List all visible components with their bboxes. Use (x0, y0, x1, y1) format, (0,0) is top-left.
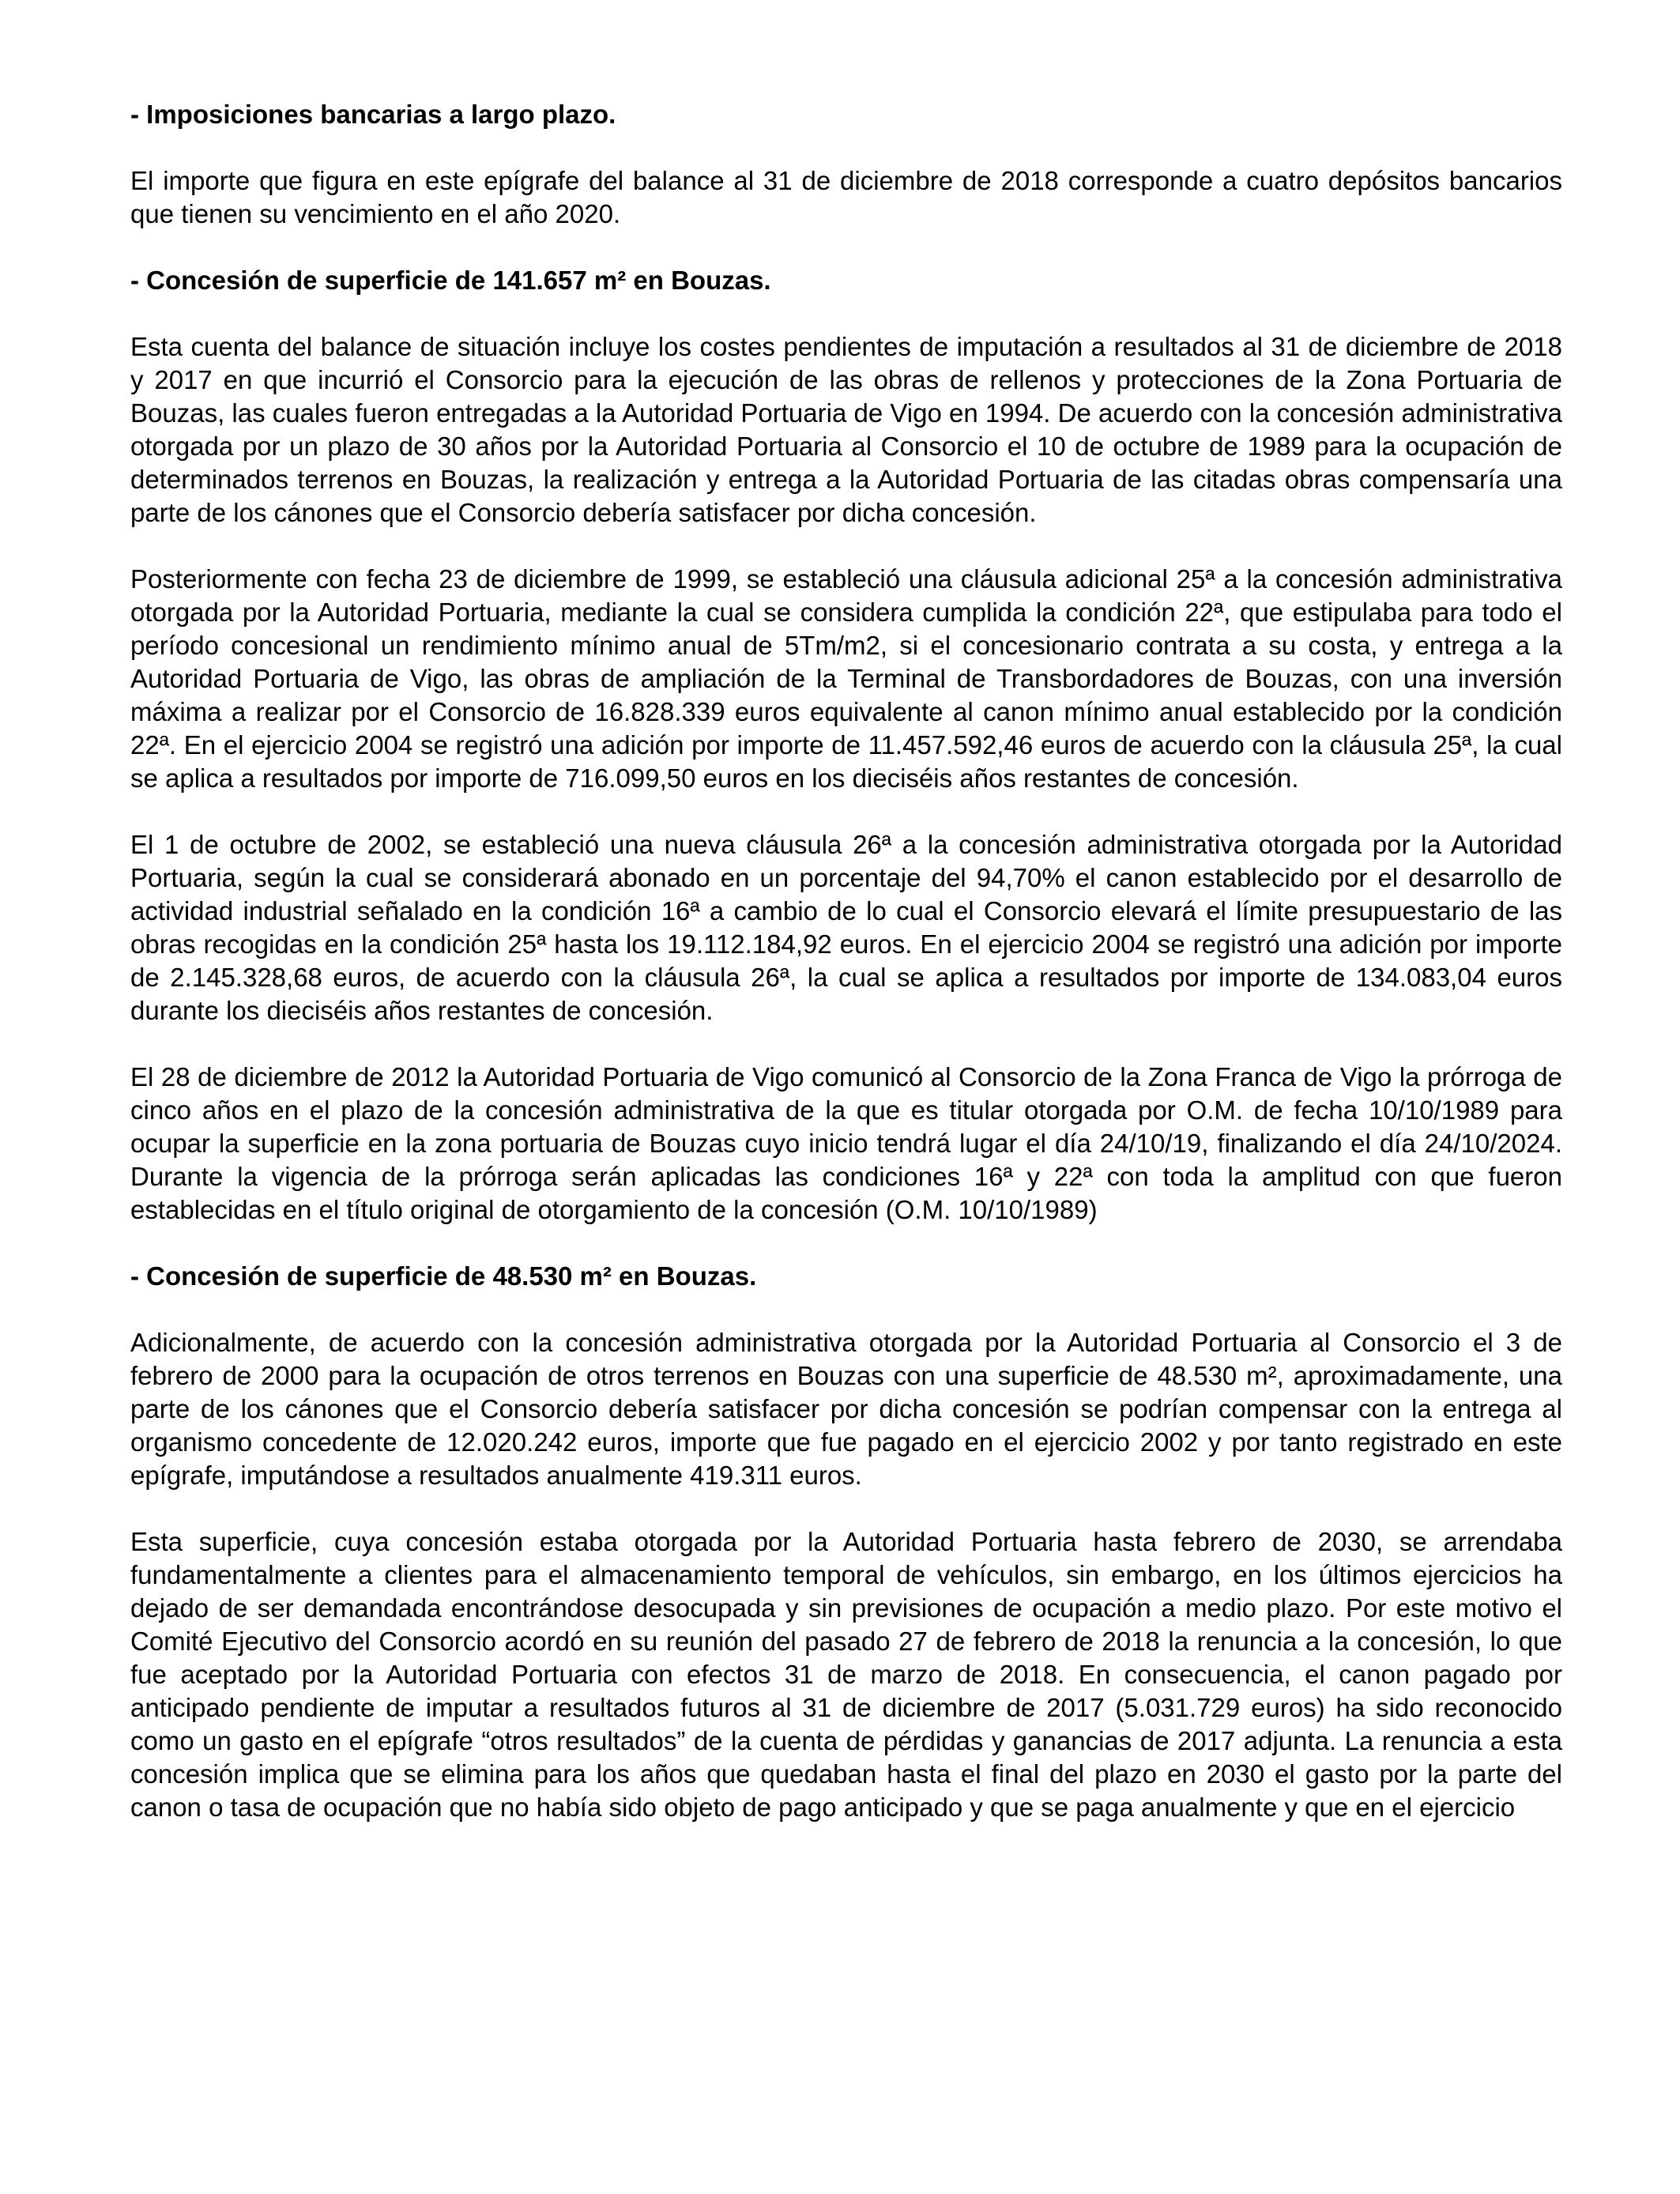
section-heading: - Imposiciones bancarias a largo plazo. (130, 100, 616, 129)
paragraph: El importe que figura en este epígrafe del balance al 31 de diciembre de 2018 corresponde a cuatro depósitos bancarios que tienen su vencimiento en el año 2020. (130, 166, 1562, 228)
paragraph: El 28 de diciembre de 2012 la Autoridad Portuaria de Vigo comunicó al Consorcio de la Zona Franca de Vigo la prórroga de cinco años en el plazo de la concesión administrativa de la que es titular otorgada por O.M. de fecha 10/10/1989 para ocupar la superficie en la zona portuaria de Bouzas cuyo inicio tendrá lugar el día 24/10/19, finalizando el día 24/10/2024. Durante la vigencia de la prórroga serán aplicadas las condiciones 16ª y 22ª con toda la amplitud con que fueron establecidas en el título original de otorgamiento de la concesión (O.M. 10/10/1989) (130, 1062, 1562, 1224)
section-concesion-48530 (130, 1260, 1562, 1824)
document-body (130, 98, 1562, 1857)
section-concesion-141657 (130, 264, 1562, 1227)
paragraph: Esta superficie, cuya concesión estaba otorgada por la Autoridad Portuaria hasta febrero de 2030, se arrendaba fundamentalmente a clientes para el almacenamiento temporal de vehículos, sin embargo, en los últimos ejercicios ha dejado de ser demandada encontrándose desocupada y sin previsiones de ocupación a medio plazo. Por este motivo el Comité Ejecutivo del Consorcio acordó en su reunión del pasado 27 de febrero de 2018 la renuncia a la concesión, lo que fue aceptado por la Autoridad Portuaria con efectos 31 de marzo de 2018. En consecuencia, el canon pagado por anticipado pendiente de imputar a resultados futuros al 31 de diciembre de 2017 (5.031.729 euros) ha sido reconocido como un gasto en el epígrafe “otros resultados” de la cuenta de pérdidas y ganancias de 2017 adjunta. La renuncia a esta concesión implica que se elimina para los años que quedaban hasta el final del plazo en 2030 el gasto por la parte del canon o tasa de ocupación que no había sido objeto de pago anticipado y que se paga anualmente y que en el ejercicio (130, 1527, 1562, 1822)
paragraph: El 1 de octubre de 2002, se estableció una nueva cláusula 26ª a la concesión administrativa otorgada por la Autoridad Portuaria, según la cual se considerará abonado en un porcentaje del 94,70% el canon establecido por el desarrollo de actividad industrial señalado en la condición 16ª a cambio de lo cual el Consorcio elevará el límite presupuestario de las obras recogidas en la condición 25ª hasta los 19.112.184,92 euros. En el ejercicio 2004 se registró una adición por importe de 2.145.328,68 euros, de acuerdo con la cláusula 26ª, la cual se aplica a resultados por importe de 134.083,04 euros durante los dieciséis años restantes de concesión. (130, 830, 1562, 1025)
section-imposiciones (130, 98, 1562, 231)
section-heading: - Concesión de superficie de 48.530 m² en Bouzas. (130, 1261, 757, 1291)
paragraph: Posteriormente con fecha 23 de diciembre de 1999, se estableció una cláusula adicional 25ª a la concesión administrativa otorgada por la Autoridad Portuaria, mediante la cual se considera cumplida la condición 22ª, que estipulaba para todo el período concesional un rendimiento mínimo anual de 5Tm/m2, si el concesionario contrata a su costa, y entrega a la Autoridad Portuaria de Vigo, las obras de ampliación de la Terminal de Transbordadores de Bouzas, con una inversión máxima a realizar por el Consorcio de 16.828.339 euros equivalente al canon mínimo anual establecido por la condición 22ª. En el ejercicio 2004 se registró una adición por importe de 11.457.592,46 euros de acuerdo con la cláusula 25ª, la cual se aplica a resultados por importe de 716.099,50 euros en los dieciséis años restantes de concesión. (130, 564, 1562, 793)
section-heading: - Concesión de superficie de 141.657 m² en Bouzas. (130, 266, 771, 295)
paragraph: Adicionalmente, de acuerdo con la concesión administrativa otorgada por la Autoridad Portuaria al Consorcio el 3 de febrero de 2000 para la ocupación de otros terrenos en Bouzas con una superficie de 48.530 m², aproximadamente, una parte de los cánones que el Consorcio debería satisfacer por dicha concesión se podrían compensar con la entrega al organismo concedente de 12.020.242 euros, importe que fue pagado en el ejercicio 2002 y por tanto registrado en este epígrafe, imputándose a resultados anualmente 419.311 euros. (130, 1328, 1562, 1490)
paragraph: Esta cuenta del balance de situación incluye los costes pendientes de imputación a resultados al 31 de diciembre de 2018 y 2017 en que incurrió el Consorcio para la ejecución de las obras de rellenos y protecciones de la Zona Portuaria de Bouzas, las cuales fueron entregadas a la Autoridad Portuaria de Vigo en 1994. De acuerdo con la concesión administrativa otorgada por un plazo de 30 años por la Autoridad Portuaria al Consorcio el 10 de octubre de 1989 para la ocupación de determinados terrenos en Bouzas, la realización y entrega a la Autoridad Portuaria de las citadas obras compensaría una parte de los cánones que el Consorcio debería satisfacer por dicha concesión. (130, 332, 1562, 527)
